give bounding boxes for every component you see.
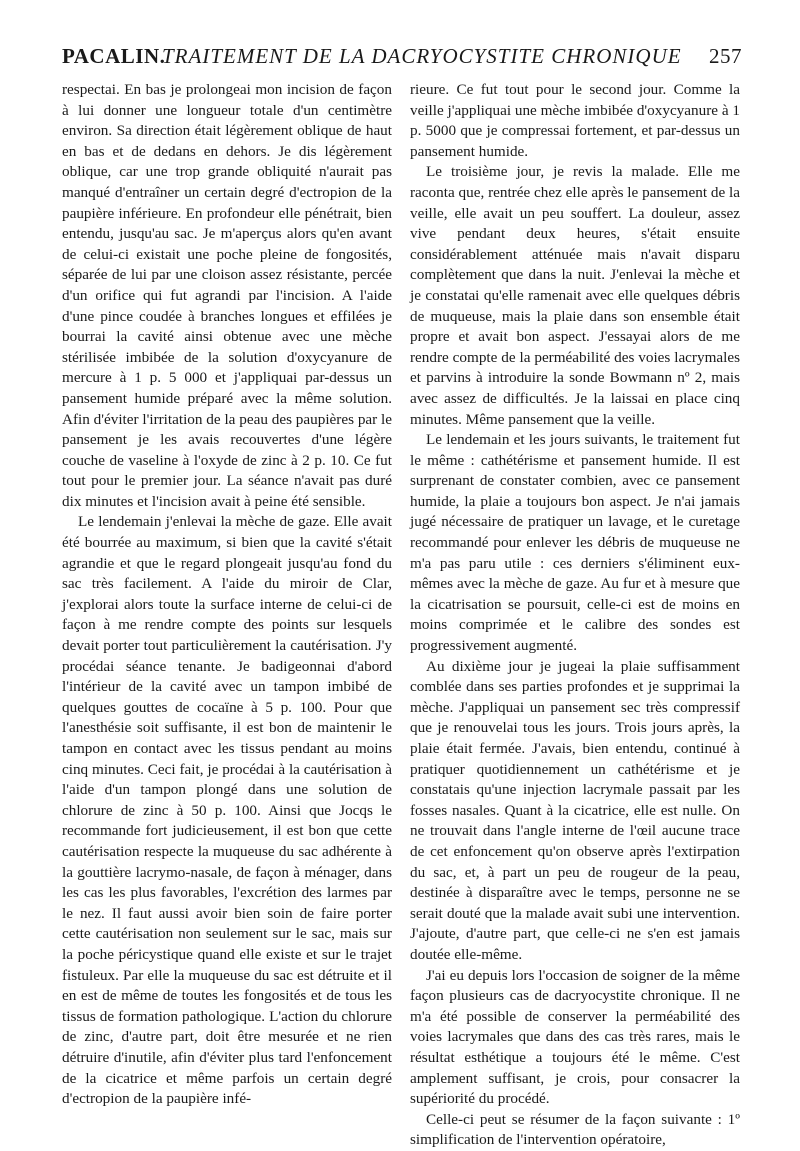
paragraph: J'ai eu depuis lors l'occasion de soigner de la même façon plusieurs cas de dacryocystite chronique. Il ne m'a été possible de conserver la perméabilité des voies lacrymales que dans des cas très rares, mais le résultat esthétique a toujours été le même. C'est amplement suffisant, je crois, pour consacrer la supériorité du procédé. [410,966,740,1108]
right-column [410,80,740,1151]
paragraph: rieure. Ce fut tout pour le second jour. Comme la veille j'appliquai une mèche imbibée d'oxycyanure à 1 p. 5000 que je compressai fortement, et par-dessus un pansement humide. [410,81,740,160]
author-name: PACALIN. [62,44,166,68]
article-title: TRAITEMENT DE LA DACRYOCYSTITE CHRONIQUE [162,44,682,68]
page-number: 257 [709,44,742,68]
paragraph: Celle-ci peut se résumer de la façon suivante : 1º simplification de l'intervention opératoire, [410,1110,740,1149]
left-column [62,80,392,1110]
running-head [62,44,742,78]
paragraph: Le troisième jour, je revis la malade. Elle me raconta que, rentrée chez elle après le pansement de la veille, elle avait un peu souffert. La douleur, assez vive pendant deux heures, s'était ensuite considérablement atténuée mais n'avait disparu complètement que dans la nuit. J'enlevai la mèche et je constatai qu'elle ramenait avec elle quelques débris de muqueuse, mais la plaie dans son ensemble était propre et avait bon aspect. J'essayai alors de me rendre compte de la perméabilité des voies lacrymales et parvins à introduire la sonde Bowmann nº 2, mais avec assez de difficultés. Je la laissai en place cinq minutes. Même pansement que la veille. [410,163,740,428]
paragraph: Le lendemain j'enlevai la mèche de gaze. Elle avait été bourrée au maximum, si bien que la cavité s'était agrandie et que le regard plongeait jusqu'au fond du sac très facilement. A l'aide du miroir de Clar, j'explorai alors toute la surface interne de celui-ci de façon à me rendre compte des points sur lesquels devait porter tout particulièrement la cautérisation. J'y procédai séance tenante. Je badigeonnai d'abord l'intérieur de la cavité avec un tampon imbibé de quelques gouttes de cocaïne à 5 p. 100. Pour que l'anesthésie soit suffisante, il est bon de maintenir le tampon en contact avec les tissus pendant au moins cinq minutes. Ceci fait, je procédai à la cautérisation à l'aide d'un tampon plongé dans une solution de chlorure de zinc à 50 p. 100. Ainsi que Jocqs le recommande fort judicieusement, il est bon que cette cautérisation respecte la muqueuse du sac adhérente à la gouttière lacrymo-nasale, de façon à ménager, dans les cas les plus favorables, l'excrétion des larmes par le nez. Il faut aussi avoir bien soin de faire porter cette cautérisation non seulement sur le sac, mais sur la poche péricystique quand elle existe et sur le trajet fistuleux. Par elle la muqueuse du sac est détruite et il en est de même de toutes les fongosités et de tous les tissus de formation pathologique. L'action du chlorure de zinc, d'autre part, doit être mesurée et ne rien détruire d'inutile, afin d'éviter plus tard l'enfoncement de la cicatrice et même parfois un certain degré d'ectropion de la paupière infé- [62,513,392,1108]
paragraph: Au dixième jour je jugeai la plaie suffisamment comblée dans ses parties profondes et je supprimai la mèche. J'appliquai un pansement sec très compressif que je renouvelai tous les jours. Trois jours après, la plaie était fermée. J'avais, bien entendu, continué à pratiquer quotidiennement un cathétérisme et je constatais qu'une injection lacrymale passait par les fosses nasales. Quant à la cicatrice, elle est nulle. On ne trouvait dans l'angle interne de l'œil aucune trace de cet enfoncement qu'on observe après l'extirpation du sac, et, à part un peu de rougeur de la peau, destinée à disparaître avec le temps, personne ne se serait douté que la malade avait subi une intervention. J'ajoute, d'autre part, que celle-ci ne s'en est jamais doutée elle-même. [410,657,740,963]
paragraph: respectai. En bas je prolongeai mon incision de façon à lui donner une longueur totale d'un centimètre environ. Sa direction était légèrement oblique de haut en bas et de dedans en dehors. Je dis légèrement oblique, car une trop grande obliquité n'aurait pas manqué d'entraîner un certain degré d'ectropion de la paupière inférieure. En profondeur elle pénétrait, bien entendu, jusqu'au sac. Je m'aperçus alors qu'en avant de celui-ci existait une poche pleine de fongosités, séparée de lui par une cloison assez résistante, percée d'un orifice qui fut agrandi par l'incision. A l'aide d'une pince coudée à branches longues et effilées je bourrai la cavité ainsi obtenue avec une mèche stérilisée imbibée de la solution d'oxycyanure de mercure à 1 p. 5 000 et j'appliquai par-dessus un pansement humide préparé avec la même solution. Afin d'éviter l'irritation de la peau des paupières par le pansement je les avais recouvertes d'une légère couche de vaseline à l'oxyde de zinc à 2 p. 10. Ce fut tout pour le premier jour. La séance n'avait pas duré dix minutes et l'incision avait à peine été sensible. [62,81,392,510]
paragraph: Le lendemain et les jours suivants, le traitement fut le même : cathétérisme et pansement humide. Il est surprenant de constater combien, avec ce pansement humide, la plaie a toujours bon aspect. Je n'ai jamais jugé nécessaire de pratiquer un lavage, et le curetage recommandé pour enlever les débris de muqueuse ne m'a pas paru utile : ces derniers s'éliminent eux-mêmes avec la mèche de gaze. Au fur et à mesure que la cicatrisation se poursuit, celle-ci est de moins en moins comprimée et le calibre des sondes est progressivement augmenté. [410,431,740,655]
